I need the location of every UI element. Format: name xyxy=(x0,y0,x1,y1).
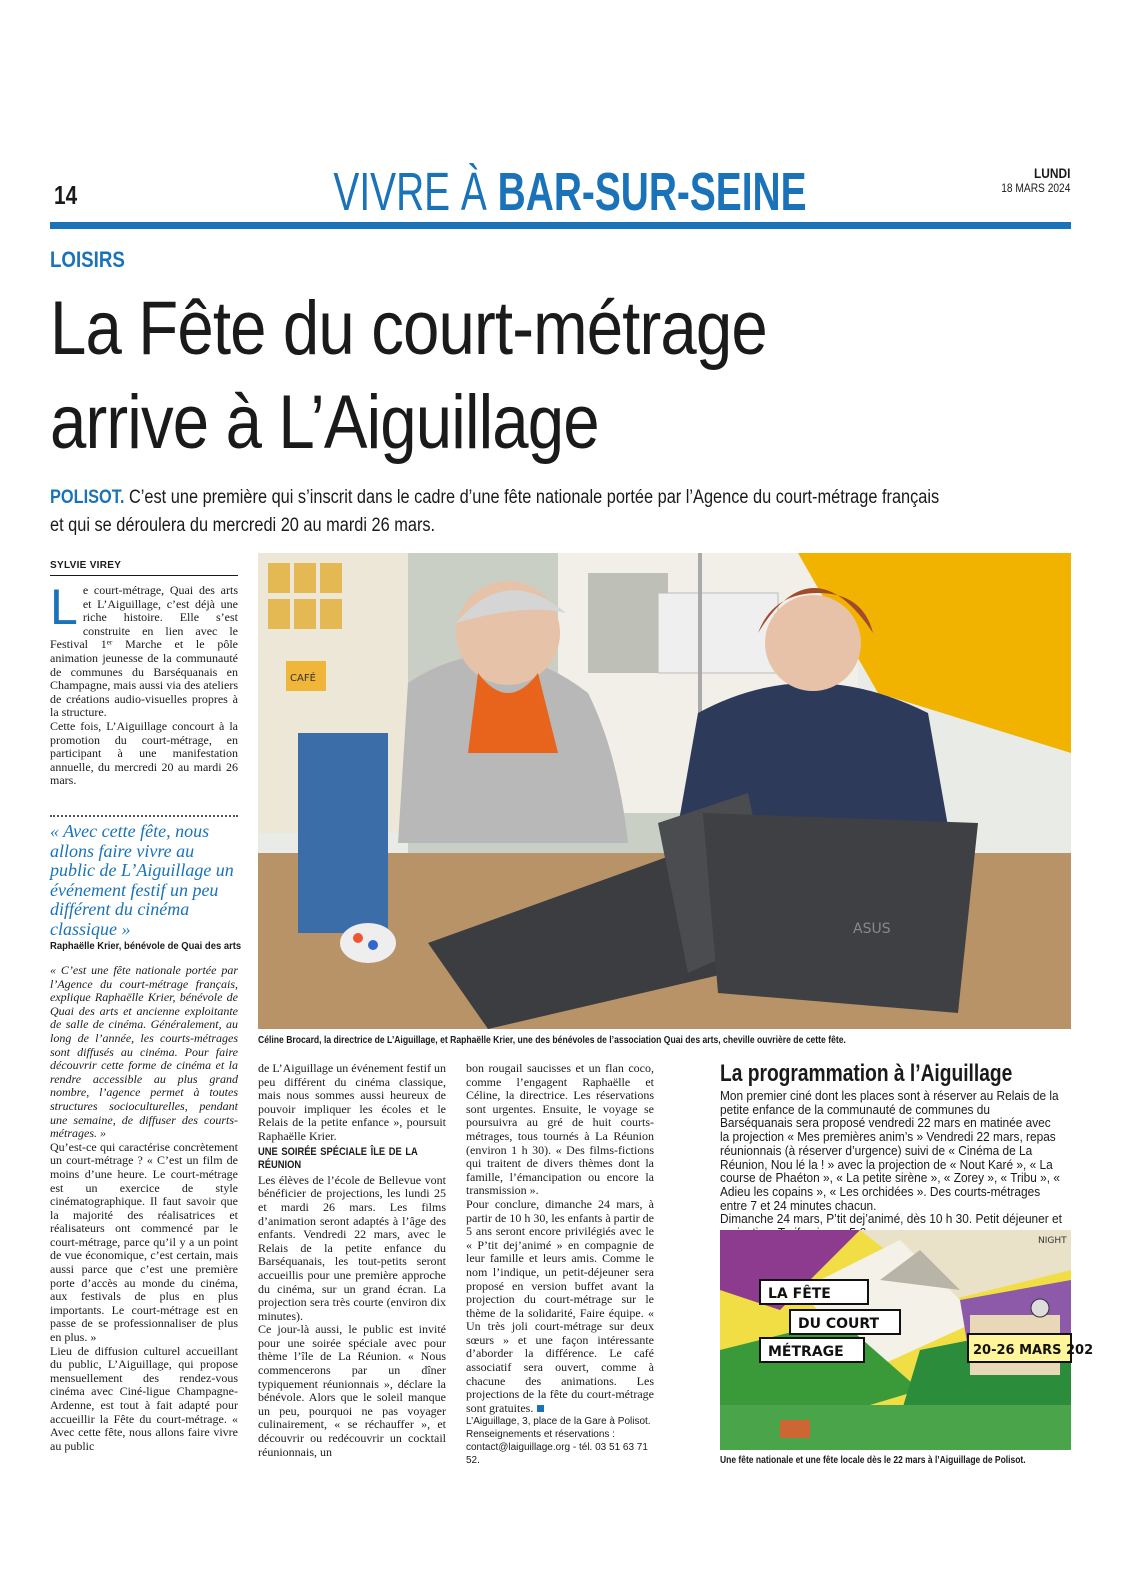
programme-text: Mon premier ciné dont les places sont à réserver au Relais de la petite enfance de la communauté de communes du Barséquanais sera proposé vendredi 22 mars en matinée avec la projection « Mes premières anim’s » Vendredi 22 mars, repas réunionnais (à réserver d’urgence) suivi de « Cinéma de La Réunion, Nou lé la ! » avec la projection de « Nout Karé », « La course de Phaéton », « La petite sirène », « Zorey », « Tribu », « Adieu les copains », « Les orchidées ». Des courts-métrages entre 7 et 24 minutes chacun. Dimanche 24 mars, P’tit dej’animé, dès 10 h 30. Petit déjeuner et xyxy=(720,1089,1062,1227)
poster-line-2: DU COURT xyxy=(798,1316,880,1332)
photo-caption: Céline Brocard, la directrice de L’Aiguillage, et Raphaëlle Krier, une des bénévoles de l’association Quai des arts, cheville ouvrière de cette fête. xyxy=(258,1035,846,1046)
section-title xyxy=(160,162,981,222)
standfirst xyxy=(50,484,1048,540)
festival-poster xyxy=(720,1230,1094,1450)
section-town: BAR-SUR-SEINE xyxy=(497,162,807,222)
paragraph: e court-métrage, Quai des arts et L’Aiguillage, c’est déjà une riche histoire. Elle s’est construite en lien avec le Festival 1ᵉʳ Marche et le pôle animation jeunesse de la communauté de communes du Barséquanais en Champagne, mais aussi via des ateliers de créations audio-visuelles propres à la structure. xyxy=(50,583,238,720)
headline-line-2: arrive à L’Aiguillage xyxy=(50,380,599,465)
paragraph: « C’est une fête nationale portée par l’Agence du court-métrage français, explique Raphaëlle Krier, bénévole de Quai des arts et ancienne exploitante de salle de cinéma. Généralement, au long de l’année, les courts-métrages sont diffusés au cinéma. Pour faire découvrir cette forme de cinéma et la rendre accessible au plus grand nombre, l’agence permet à toutes structures socioculturelles, pendant une semaine, de diffuser des courts-métrages. » xyxy=(50,963,238,1141)
paragraph: Pour conclure, dimanche 24 mars, à partir de 10 h 30, les enfants à partir de 5 ans seront encore privilégiés avec le « P’tit dej’animé » en compagnie de leur famille et leurs amis. Comme le nom l’indique, un petit-déjeuner sera proposé en version buffet avant la projection du court-métrage sur le thème de la solidarité, Faire équipe. « Un très joli court-métrage sur deux sœurs » et une façon intéressante d’aborder la différence. Le café associatif sera ouvert, comme à chacune des animations. Les projections de la fête du court-métrage sont gratuites. xyxy=(466,1196,654,1415)
subheading: UNE SOIRÉE SPÉCIALE ÎLE DE LA RÉUNION xyxy=(258,1145,418,1172)
poster-caption: Une fête nationale et une fête locale dès le 22 mars à l’Aiguillage de Polisot. xyxy=(720,1455,1026,1466)
drop-cap: L xyxy=(50,579,78,635)
paragraph: de L’Aiguillage un événement festif un peu différent du cinéma classique, mais nous sommes aussi heureux de pouvoir impliquer les écoles et le Relais de la petite enfance », poursuit Raphaëlle Krier. xyxy=(258,1061,446,1143)
standfirst-text: C’est une première qui s’inscrit dans le cadre d’une fête nationale portée par l’Agence du court-métrage français xyxy=(128,487,940,508)
issue-date xyxy=(1001,166,1070,196)
paragraph: Qu’est-ce qui caractérise concrètement un court-métrage ? « C’est un film de moins d’une heure. Le court-métrage est un exercice de style cinématographique. Il faut savoir que la majorité des réalisatrices et réalisateurs ont commencé par le court-métrage, parce qu’il y a un point de vue économique, c’est certain, mais aussi parce que c’est une première porte d’accès au monde du cinéma, aux festivals de plus en plus importants. Le court-métrage est en passe de se professionnaliser de plus en plus. » xyxy=(50,1139,238,1345)
paragraph: Les élèves de l’école de Bellevue vont bénéficier de projections, les lundi 25 et mardi 26 mars. Les films d’animation seront adaptés à l’âge des enfants. Vendredi 22 mars, avec le Relais de la petite enfance du Barséquanais, les tout-petits seront accueillis pour une première approche du cinéma, sur un grand écran. La projection sera très courte (environ dix minutes). xyxy=(258,1172,446,1323)
header-rule xyxy=(50,222,1071,229)
byline: SYLVIE VIREY xyxy=(50,560,122,571)
sign-text: CAFÉ xyxy=(290,673,316,684)
headline xyxy=(50,282,962,470)
poster-line-3: MÉTRAGE xyxy=(768,1344,844,1360)
end-mark-icon xyxy=(537,1405,544,1412)
column-3 xyxy=(466,1062,654,1467)
programme-title: La programmation à l’Aiguillage xyxy=(720,1060,1013,1087)
paragraph: Lieu de diffusion culturel accueillant du public, L’Aiguillage, qui propose mensuellement des rendez-vous cinéma avec Ciné-ligue Champagne-Ardenne, est tout à fait adapté pour accueillir la Fête du court-métrage. « Avec cette fête, nous allons faire vivre au public xyxy=(50,1343,238,1453)
issue-day: LUNDI xyxy=(1033,165,1070,181)
poster-line-1: LA FÊTE xyxy=(768,1286,831,1302)
quote-rule xyxy=(50,815,238,817)
page-number: 14 xyxy=(54,180,78,210)
contact-line: contact@laiguillage.org - tél. 03 51 63 71 52. xyxy=(466,1442,648,1467)
standfirst-text-2: et qui se déroulera du mercredi 20 au mardi 26 mars. xyxy=(50,515,436,536)
byline-rule xyxy=(50,575,238,576)
practical-info: L’Aiguillage, 3, place de la Gare à Polisot. Renseignements et réservations : contact@laiguillage.org - tél. 03 51 63 71 52. xyxy=(466,1415,654,1467)
column-1-top xyxy=(50,579,238,788)
poster-corner: NIGHT xyxy=(1038,1236,1067,1246)
laptop-brand: ASUS xyxy=(853,921,891,937)
paragraph: Cette fois, L’Aiguillage concourt à la promotion du court-métrage, en participant à une manifestation annuelle, du mercredi 20 au mardi 26 mars. xyxy=(50,718,238,788)
rubric: LOISIRS xyxy=(50,247,125,272)
pull-quote: « Avec cette fête, nous allons faire vivre au public de L’Aiguillage un événement festif un peu différent du cinéma classique » xyxy=(50,821,234,939)
section-prefix: VIVRE À xyxy=(333,162,487,222)
poster-dates: 20-26 MARS 202 xyxy=(973,1343,1094,1358)
pull-quote-author: Raphaëlle Krier, bénévole de Quai des arts xyxy=(50,940,242,952)
article-photo xyxy=(258,553,1071,1029)
issue-full-date: 18 MARS 2024 xyxy=(1000,181,1070,195)
column-1-bottom xyxy=(50,964,238,1453)
photo-illustration xyxy=(258,553,1071,1029)
paragraph: bon rougail saucisses et un flan coco, comme l’engagent Raphaëlle et Céline, la directrice. Les réservations sont urgentes. Ensuite, le voyage se poursuivra au gré de huit courts-métrages, tous tournés à La Réunion (environ 1 h 30). « Des films-fictions qui traitent de divers thèmes dont la famille, l’émancipation ou encore la transmission ». xyxy=(466,1061,654,1198)
column-2 xyxy=(258,1062,446,1459)
poster-illustration xyxy=(720,1230,1094,1450)
standfirst-location: POLISOT. xyxy=(50,487,125,508)
paragraph: Ce jour-là aussi, le public est invité pour une soirée spéciale avec pour thème l’île de La Réunion. « Nous commencerons par un dîner typiquement réunionnais », déclare la bénévole. Alors que le soleil manque un peu, pourquoi ne pas voyager culinairement, « se réchauffer », et découvrir ou redécouvrir un cocktail réunionnais, un xyxy=(258,1322,446,1459)
headline-line-1: La Fête du court-métrage xyxy=(50,286,767,371)
